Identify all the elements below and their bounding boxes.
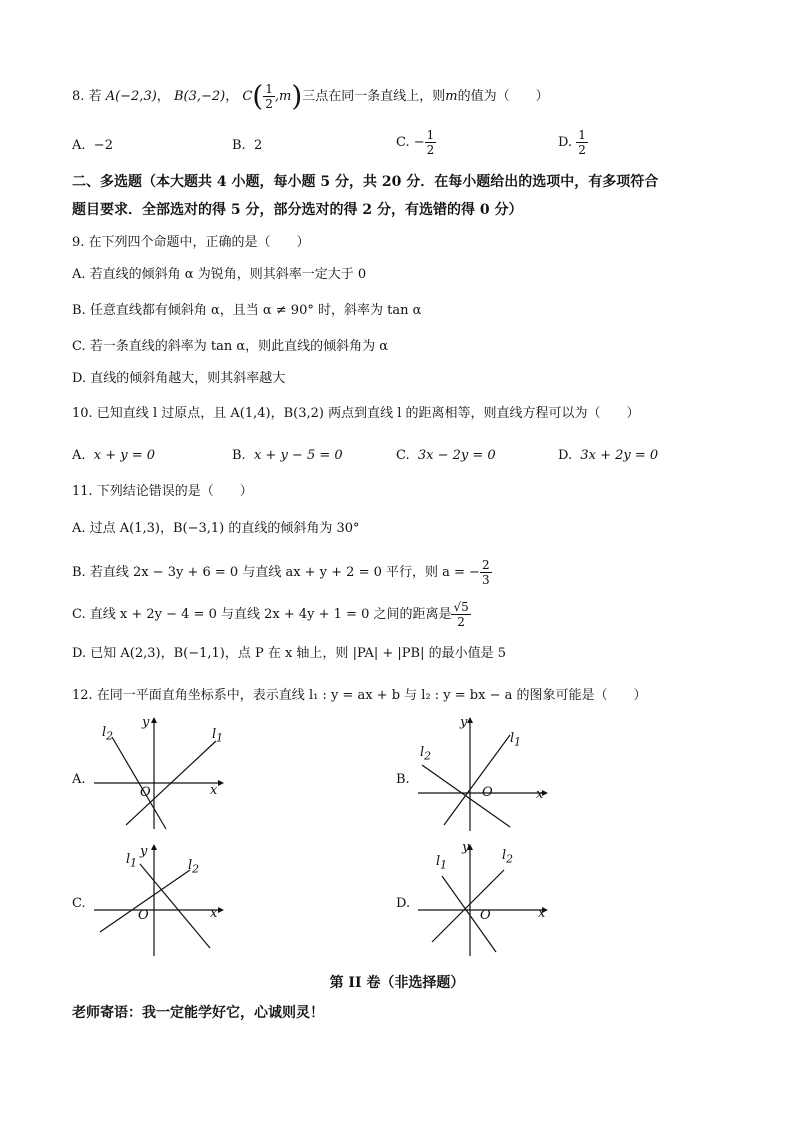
q8-fraction: $\frac{1}{2}$ xyxy=(265,82,273,111)
graph-d-x-label: x xyxy=(538,906,546,921)
q10-option-b[interactable]: B. x + y − 5 = 0 xyxy=(232,448,343,463)
graph-c-l2-label: $l_2$ xyxy=(188,858,200,876)
q8-stem: 8. 若 A(−2,3)， B(3,−2)， C( $\frac{1}{2}$ ,m)三点在同一条直线上，则m的值为（ ） xyxy=(72,79,549,113)
q8-option-c[interactable]: C. − $\frac{1}{2}$ xyxy=(396,128,435,157)
q11-option-b[interactable]: B. 若直线 2x − 3y + 6 = 0 与直线 ax + y + 2 = 0 平行，则 a = − $\frac{2}{3}$ xyxy=(72,558,490,587)
q11-option-a[interactable]: A. 过点 A(1,3)，B(−3,1) 的直线的倾斜角为 30° xyxy=(72,521,360,536)
graph-a-l2-label: $l_2$ xyxy=(102,725,114,743)
graph-b-l1-line xyxy=(444,735,510,825)
q12-option-b-label[interactable]: B. xyxy=(396,772,410,787)
q10-option-d[interactable]: D. 3x + 2y = 0 xyxy=(558,448,659,463)
q12-graph-d[interactable] xyxy=(414,842,554,960)
graph-c-svg xyxy=(90,842,230,960)
q10-option-a[interactable]: A. x + y = 0 xyxy=(72,448,156,463)
q9-option-c[interactable]: C. 若一条直线的斜率为 tan α，则此直线的倾斜角为 α xyxy=(72,339,389,354)
q12-graph-c[interactable] xyxy=(90,842,230,960)
q9-option-d[interactable]: D. 直线的倾斜角越大，则其斜率越大 xyxy=(72,371,286,386)
part2-title: 第 II 卷（非选择题） xyxy=(329,975,465,991)
q8-point-b: B(3,−2) xyxy=(173,89,226,104)
q12-option-a-label[interactable]: A. xyxy=(72,772,86,787)
graph-d-l2-label: $l_2$ xyxy=(502,848,514,866)
graph-b-origin-label: O xyxy=(482,785,493,800)
graph-d-l1-label: $l_1$ xyxy=(436,854,448,872)
graph-b-svg xyxy=(414,715,554,833)
q8-point-c: C xyxy=(242,89,253,104)
q12-graph-a[interactable] xyxy=(90,715,230,833)
q8-c-m: ,m xyxy=(274,89,292,104)
q11-stem: 11. 下列结论错误的是（ ） xyxy=(72,484,253,499)
q9-option-a[interactable]: A. 若直线的倾斜角 α 为锐角，则其斜率一定大于 0 xyxy=(72,267,367,282)
section2-line2: 题目要求．全部选对的得 5 分，部分选对的得 2 分，有选错的得 0 分） xyxy=(72,202,523,218)
graph-d-svg xyxy=(414,842,554,960)
q8-prefix: 8. 若 xyxy=(72,89,102,104)
q8-suffix: 三点在同一条直线上，则 xyxy=(302,89,446,104)
graph-b-x-label: x xyxy=(536,787,544,802)
graph-c-l1-label: $l_1$ xyxy=(126,852,138,870)
graph-a-origin-label: O xyxy=(140,785,151,800)
graph-c-l1-line xyxy=(140,864,210,948)
q9-stem: 9. 在下列四个命题中，正确的是（ ） xyxy=(72,235,310,250)
section2-line1: 二、多选题（本大题共 4 小题，每小题 5 分，共 20 分．在每小题给出的选项中，有多项符合 xyxy=(72,174,659,190)
graph-b-l1-label: $l_1$ xyxy=(510,731,522,749)
graph-b-l2-label: $l_2$ xyxy=(420,745,432,763)
q11-option-c[interactable]: C. 直线 x + 2y − 4 = 0 与直线 2x + 4y + 1 = 0 之间的距离是 $\frac{√5}{2}$ xyxy=(72,600,469,629)
graph-c-x-label: x xyxy=(210,906,218,921)
q8-option-a[interactable]: A. −2 xyxy=(72,138,113,153)
graph-d-l2-line xyxy=(432,870,504,942)
teacher-note: 老师寄语：我一定能学好它，心诚则灵！ xyxy=(72,1005,324,1021)
q12-option-d-label[interactable]: D. xyxy=(396,896,411,911)
q9-option-b[interactable]: B. 任意直线都有倾斜角 α，且当 α ≠ 90° 时，斜率为 tan α xyxy=(72,303,422,318)
q10-stem: 10. 已知直线 l 过原点，且 A(1,4)，B(3,2) 两点到直线 l 的距离相等，则直线方程可以为（ ） xyxy=(72,406,640,421)
q12-stem: 12. 在同一平面直角坐标系中，表示直线 l₁ : y = ax + b 与 l₂ : y = bx − a 的图象可能是（ ） xyxy=(72,688,647,703)
graph-a-x-label: x xyxy=(210,783,218,798)
graph-a-y-label: y xyxy=(142,715,150,730)
q8-m: m xyxy=(445,89,458,104)
q8-option-b[interactable]: B. 2 xyxy=(232,138,263,153)
graph-c-y-label: y xyxy=(140,844,148,859)
graph-d-y-label: y xyxy=(462,840,470,855)
q8-option-d[interactable]: D. $\frac{1}{2}$ xyxy=(558,128,586,157)
q12-graph-b[interactable] xyxy=(414,715,554,833)
q8-end: 的值为（ ） xyxy=(457,89,549,104)
graph-c-origin-label: O xyxy=(138,908,149,923)
q11-option-d[interactable]: D. 已知 A(2,3)，B(−1,1)，点 P 在 x 轴上，则 |PA| + |PB| 的最小值是 5 xyxy=(72,646,507,661)
q8-point-a: A(−2,3) xyxy=(105,89,157,104)
q10-option-c[interactable]: C. 3x − 2y = 0 xyxy=(396,448,496,463)
graph-b-y-label: y xyxy=(460,715,468,730)
graph-d-origin-label: O xyxy=(480,908,491,923)
graph-a-l1-label: $l_1$ xyxy=(212,727,224,745)
q12-option-c-label[interactable]: C. xyxy=(72,896,86,911)
